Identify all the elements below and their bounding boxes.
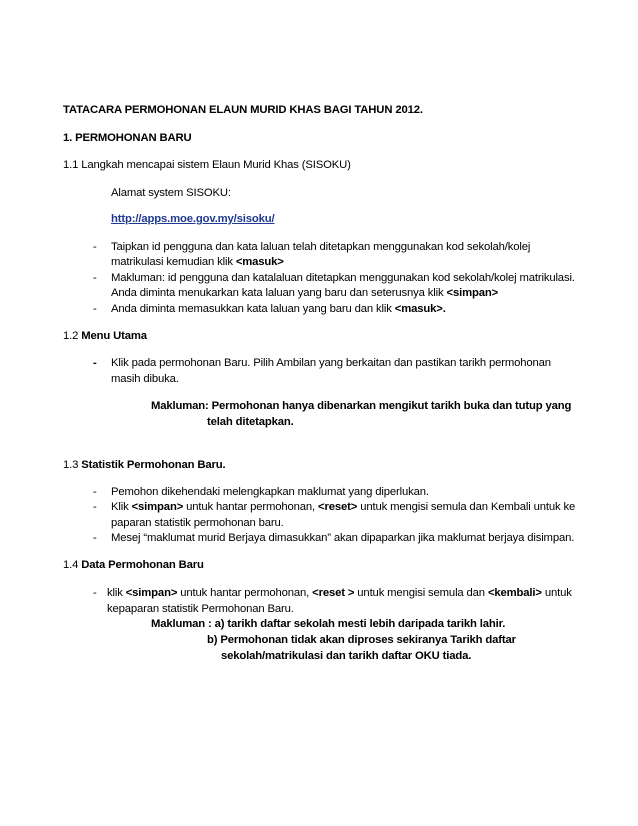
- stat-bullet-1: Pemohon dikehendaki melengkapkan maklumat yang diperlukan.: [111, 486, 429, 498]
- masuk-keyword: <masuk>.: [394, 303, 446, 315]
- section-1-3-heading: [63, 458, 226, 472]
- section-1-4-heading: [63, 558, 204, 572]
- masuk-keyword: <masuk>: [235, 256, 284, 268]
- bullet-dash: -: [93, 303, 97, 315]
- menu-bullet-line-2: masih dibuka.: [111, 373, 179, 385]
- menu-bullet-line-1: Klik pada permohonan Baru. Pilih Ambilan yang berkaitan dan pastikan tarikh permohonan: [111, 357, 551, 369]
- bullet-text: untuk: [541, 587, 572, 599]
- stat-bullet-2-line-2: paparan statistik permohonan baru.: [111, 517, 284, 529]
- section-1-2-heading: [63, 329, 147, 343]
- bullet-text: untuk hantar permohonan,: [177, 587, 313, 599]
- bullet-dash: -: [93, 587, 97, 599]
- bullet-1-line-1: Taipkan id pengguna dan kata laluan telah ditetapkan menggunakan kod sekolah/kolej: [111, 241, 531, 253]
- bullet-text: untuk mengisi semula dan: [354, 587, 488, 599]
- section-number: 1.3: [63, 459, 82, 471]
- bullet-dash: -: [93, 272, 97, 284]
- data-bullet-line-2: kepaparan statistik Permohonan Baru.: [107, 603, 294, 615]
- reset-keyword: <reset>: [318, 501, 358, 513]
- simpan-keyword: <simpan>: [131, 501, 184, 513]
- bullet-1-line-2: [111, 255, 284, 269]
- menu-note-line-1: Makluman: Permohonan hanya dibenarkan mengikut tarikh buka dan tutup yang: [151, 400, 572, 412]
- bullet-text: Anda diminta memasukkan kata laluan yang baru dan klik: [111, 303, 395, 315]
- bullet-text: untuk hantar permohonan,: [183, 501, 319, 513]
- bullet-2-line-1: Makluman: id pengguna dan katalaluan ditetapkan menggunakan kod sekolah/kolej matrikulasi.: [111, 272, 575, 284]
- address-label: Alamat system SISOKU:: [111, 187, 231, 199]
- section-1-1-title: 1.1 Langkah mencapai sistem Elaun Murid Khas (SISOKU): [63, 159, 351, 171]
- bullet-2-line-2: [111, 286, 498, 300]
- bullet-text: untuk mengisi semula dan Kembali untuk ke: [357, 501, 576, 513]
- bullet-text: matrikulasi kemudian klik: [111, 256, 236, 268]
- menu-note-line-2: telah ditetapkan.: [207, 416, 294, 428]
- stat-bullet-3: Mesej “maklumat murid Berjaya dimasukkan” akan dipaparkan jika maklumat berjaya disimpan.: [111, 532, 575, 544]
- bullet-dash: -: [93, 501, 97, 513]
- document-title: TATACARA PERMOHONAN ELAUN MURID KHAS BAGI TAHUN 2012.: [63, 104, 423, 116]
- section-number: 1.2: [63, 330, 82, 342]
- bullet-dash: -: [93, 532, 97, 544]
- data-note-a: Makluman : a) tarikh daftar sekolah mesti lebih daripada tarikh lahir.: [151, 618, 506, 630]
- bullet-text: klik: [107, 587, 126, 599]
- bullet-dash: -: [93, 241, 97, 253]
- stat-bullet-2-line-1: [111, 500, 575, 514]
- section-title: Menu Utama: [81, 330, 147, 342]
- bullet-dash: -: [93, 357, 97, 369]
- sisoku-link[interactable]: http://apps.moe.gov.my/sisoku/: [111, 213, 275, 225]
- section-number: 1.4: [63, 559, 82, 571]
- data-bullet-line-1: [107, 586, 572, 600]
- simpan-keyword: <simpan>: [446, 287, 499, 299]
- section-1-heading: 1. PERMOHONAN BARU: [63, 132, 192, 144]
- bullet-3-line-1: [111, 302, 446, 316]
- section-title: Data Permohonan Baru: [81, 559, 204, 571]
- section-title: Statistik Permohonan Baru.: [81, 459, 226, 471]
- bullet-text: Klik: [111, 501, 132, 513]
- bullet-text: Anda diminta menukarkan kata laluan yang baru dan seterusnya klik: [111, 287, 447, 299]
- simpan-keyword: <simpan>: [125, 587, 178, 599]
- reset-keyword: <reset >: [312, 587, 355, 599]
- data-note-c: sekolah/matrikulasi dan tarikh daftar OKU tiada.: [221, 650, 472, 662]
- bullet-dash: -: [93, 486, 97, 498]
- data-note-b: b) Permohonan tidak akan diproses sekiranya Tarikh daftar: [207, 634, 516, 646]
- kembali-keyword: <kembali>: [487, 587, 542, 599]
